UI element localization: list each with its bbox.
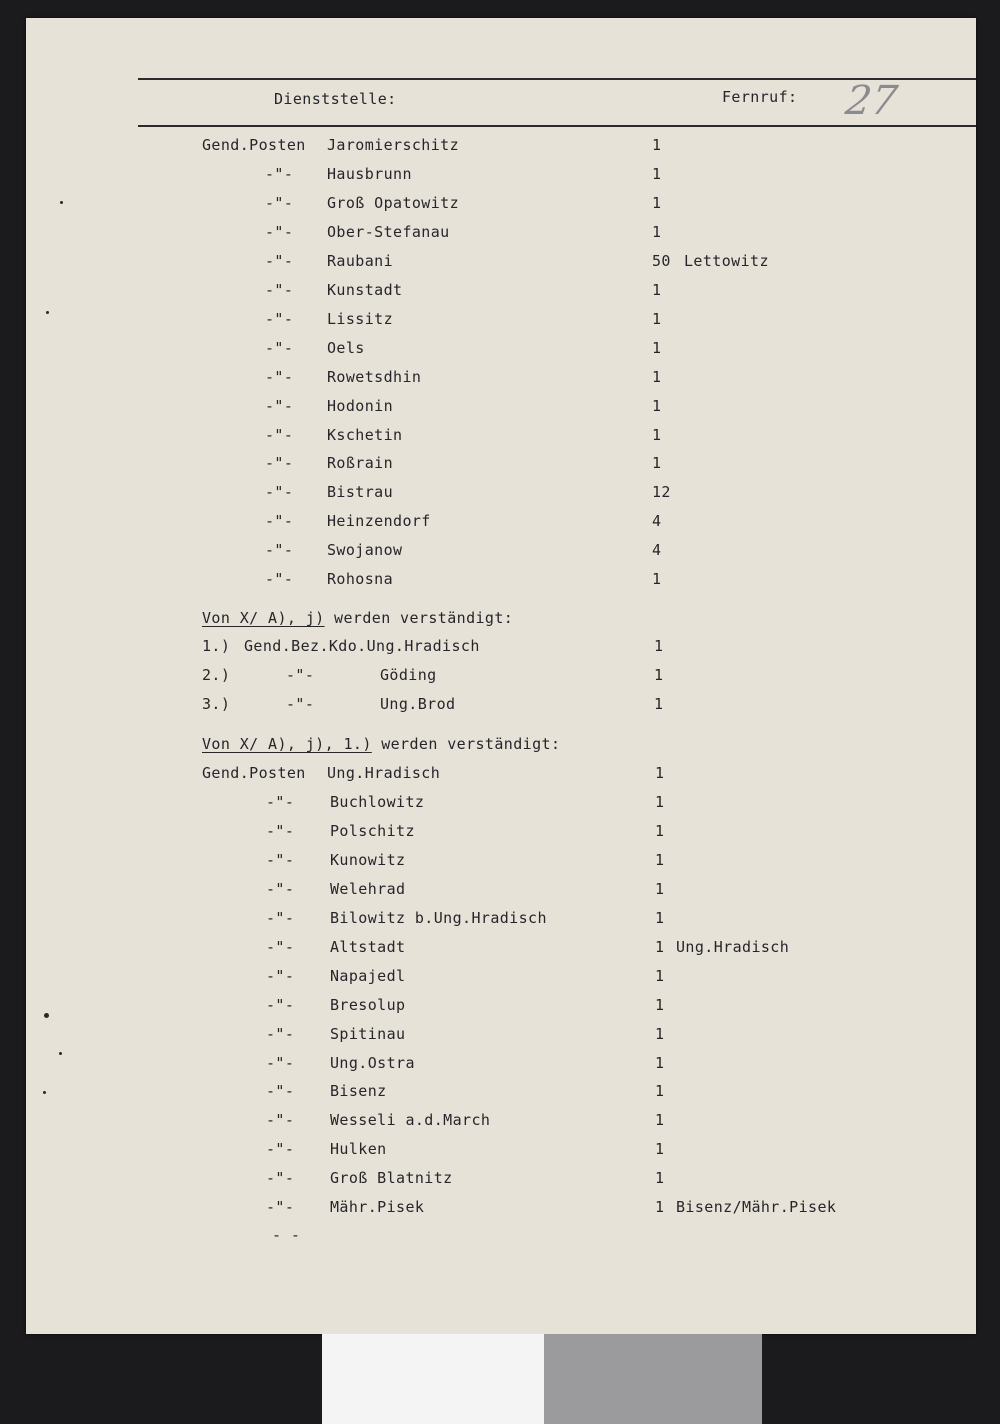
ditto-mark: -"- [286, 666, 315, 684]
ditto-mark: -"- [266, 1198, 295, 1217]
posten-name: Hulken [330, 1140, 387, 1159]
phone-number: 50 [652, 251, 671, 270]
phone-number: 1 [652, 396, 662, 415]
phone-note: Lettowitz [684, 251, 769, 270]
ditto-mark: -"- [266, 1053, 295, 1072]
phone-number: 1 [655, 908, 665, 927]
posten-name: Bisenz [330, 1082, 387, 1101]
phone-number: 1 [655, 879, 665, 898]
section3-heading [202, 735, 560, 753]
phone-number: 1 [654, 637, 664, 655]
row-number: 1.) [202, 637, 231, 655]
phone-number: 1 [652, 222, 662, 241]
archive-label-light [322, 1334, 544, 1424]
bezirk-name: Ung.Brod [380, 695, 456, 713]
phone-number: 1 [655, 1198, 665, 1217]
ditto-mark: -"- [286, 695, 315, 713]
posten-name: Kschetin [327, 425, 403, 444]
ditto-mark: -"- [266, 821, 295, 840]
margin-speck [60, 201, 63, 204]
row-number: 3.) [202, 695, 231, 713]
ditto-mark: -"- [265, 338, 294, 357]
ditto-mark: -"- [266, 1024, 295, 1043]
fernruf-label: Fernruf: [722, 88, 798, 106]
ditto-mark: -"- [265, 164, 294, 183]
posten-name: Hausbrunn [327, 164, 412, 183]
phone-note: Ung.Hradisch [676, 937, 790, 956]
posten-name: Groß Opatowitz [327, 193, 460, 212]
ditto-mark: -"- [266, 937, 295, 956]
posten-name: Polschitz [330, 821, 415, 840]
bezirk-name: Göding [380, 666, 437, 684]
posten-name: Hodonin [327, 396, 394, 415]
margin-speck [43, 1091, 46, 1094]
posten-name: Roßrain [327, 454, 394, 473]
dienststelle-label: Dienststelle: [274, 90, 397, 108]
phone-number: 1 [655, 821, 665, 840]
posten-name: Wesseli a.d.March [330, 1111, 491, 1130]
ditto-mark: -"- [266, 792, 295, 811]
phone-number: 1 [654, 695, 664, 713]
phone-number: 1 [652, 367, 662, 386]
ditto-mark: -"- [265, 454, 294, 473]
bezirk-name: Gend.Bez.Kdo.Ung.Hradisch [244, 637, 480, 655]
ditto-mark: -"- [266, 908, 295, 927]
posten-name: Buchlowitz [330, 792, 425, 811]
posten-name: Bistrau [327, 483, 394, 502]
ditto-mark: -"- [265, 541, 294, 560]
phone-number: 1 [652, 570, 662, 589]
posten-name: Oels [327, 338, 365, 357]
ditto-mark: -"- [266, 966, 295, 985]
margin-speck [44, 1013, 49, 1018]
section2-heading-text: werden verständigt: [324, 609, 514, 627]
ditto-mark: -"- [265, 512, 294, 531]
ditto-mark: -"- [265, 251, 294, 270]
handwritten-page-number: 27 [842, 78, 901, 124]
margin-speck [59, 1052, 62, 1055]
phone-number: 1 [652, 136, 662, 154]
posten-name: Altstadt [330, 937, 406, 956]
posten-name: Heinzendorf [327, 512, 431, 531]
trailing-mark: - - [272, 1226, 301, 1244]
phone-number: 12 [652, 483, 671, 502]
posten-name: Swojanow [327, 541, 403, 560]
posten-name: Ung.Hradisch [327, 764, 441, 782]
ditto-mark: -"- [265, 309, 294, 328]
phone-number: 1 [655, 764, 665, 782]
header-bottom-rule [138, 125, 976, 127]
ditto-mark: -"- [266, 850, 295, 869]
phone-number: 1 [655, 792, 665, 811]
ditto-mark: -"- [266, 1140, 295, 1159]
posten-name: Spitinau [330, 1024, 406, 1043]
ditto-mark: -"- [266, 1111, 295, 1130]
ditto-mark: -"- [266, 995, 295, 1014]
phone-number: 1 [655, 966, 665, 985]
ditto-mark: -"- [265, 570, 294, 589]
phone-number: 1 [655, 850, 665, 869]
phone-number: 1 [652, 454, 662, 473]
ditto-mark: -"- [265, 280, 294, 299]
posten-name: Bresolup [330, 995, 406, 1014]
phone-number: 1 [655, 1053, 665, 1072]
ditto-mark: -"- [266, 1169, 295, 1188]
ditto-mark: -"- [265, 425, 294, 444]
section2-heading [202, 609, 513, 627]
posten-name: Rohosna [327, 570, 394, 589]
phone-number: 4 [652, 541, 662, 560]
section3-heading-ref: Von X/ A), j), 1.) [202, 735, 372, 753]
document-page [26, 18, 976, 1334]
posten-name: Kunstadt [327, 280, 403, 299]
margin-speck [46, 311, 49, 314]
phone-number: 1 [652, 309, 662, 328]
posten-name: Mähr.Pisek [330, 1198, 425, 1217]
row-number: 2.) [202, 666, 231, 684]
ditto-mark: -"- [265, 483, 294, 502]
ditto-mark: -"- [265, 193, 294, 212]
ditto-mark: -"- [265, 222, 294, 241]
phone-number: 1 [652, 338, 662, 357]
phone-number: 1 [655, 937, 665, 956]
section3-heading-text: werden verständigt: [371, 735, 561, 753]
posten-name: Ung.Ostra [330, 1053, 415, 1072]
posten-name: Jaromierschitz [327, 136, 460, 154]
phone-number: 1 [655, 1169, 665, 1188]
phone-number: 1 [655, 1024, 665, 1043]
phone-number: 1 [655, 1111, 665, 1130]
phone-number: 1 [654, 666, 664, 684]
posten-name: Kunowitz [330, 850, 406, 869]
phone-number: 1 [655, 1140, 665, 1159]
posten-name: Groß Blatnitz [330, 1169, 453, 1188]
posten-name: Raubani [327, 251, 394, 270]
phone-number: 1 [652, 280, 662, 299]
posten-name: Ober-Stefanau [327, 222, 450, 241]
ditto-mark: -"- [265, 367, 294, 386]
phone-number: 1 [655, 1082, 665, 1101]
phone-number: 1 [652, 193, 662, 212]
posten-name: Rowetsdhin [327, 367, 422, 386]
phone-number: 1 [655, 995, 665, 1014]
posten-name: Lissitz [327, 309, 394, 328]
ditto-mark: -"- [266, 879, 295, 898]
ditto-mark: -"- [265, 396, 294, 415]
posten-name: Welehrad [330, 879, 406, 898]
row-prefix: Gend.Posten [202, 136, 306, 154]
section2-heading-ref: Von X/ A), j) [202, 609, 325, 627]
row-prefix: Gend.Posten [202, 764, 306, 782]
phone-number: 1 [652, 164, 662, 183]
ditto-mark: -"- [266, 1082, 295, 1101]
phone-number: 1 [652, 425, 662, 444]
phone-number: 4 [652, 512, 662, 531]
phone-note: Bisenz/Mähr.Pisek [676, 1198, 837, 1217]
posten-name: Bilowitz b.Ung.Hradisch [330, 908, 547, 927]
posten-name: Napajedl [330, 966, 406, 985]
archive-label-dark [544, 1334, 762, 1424]
